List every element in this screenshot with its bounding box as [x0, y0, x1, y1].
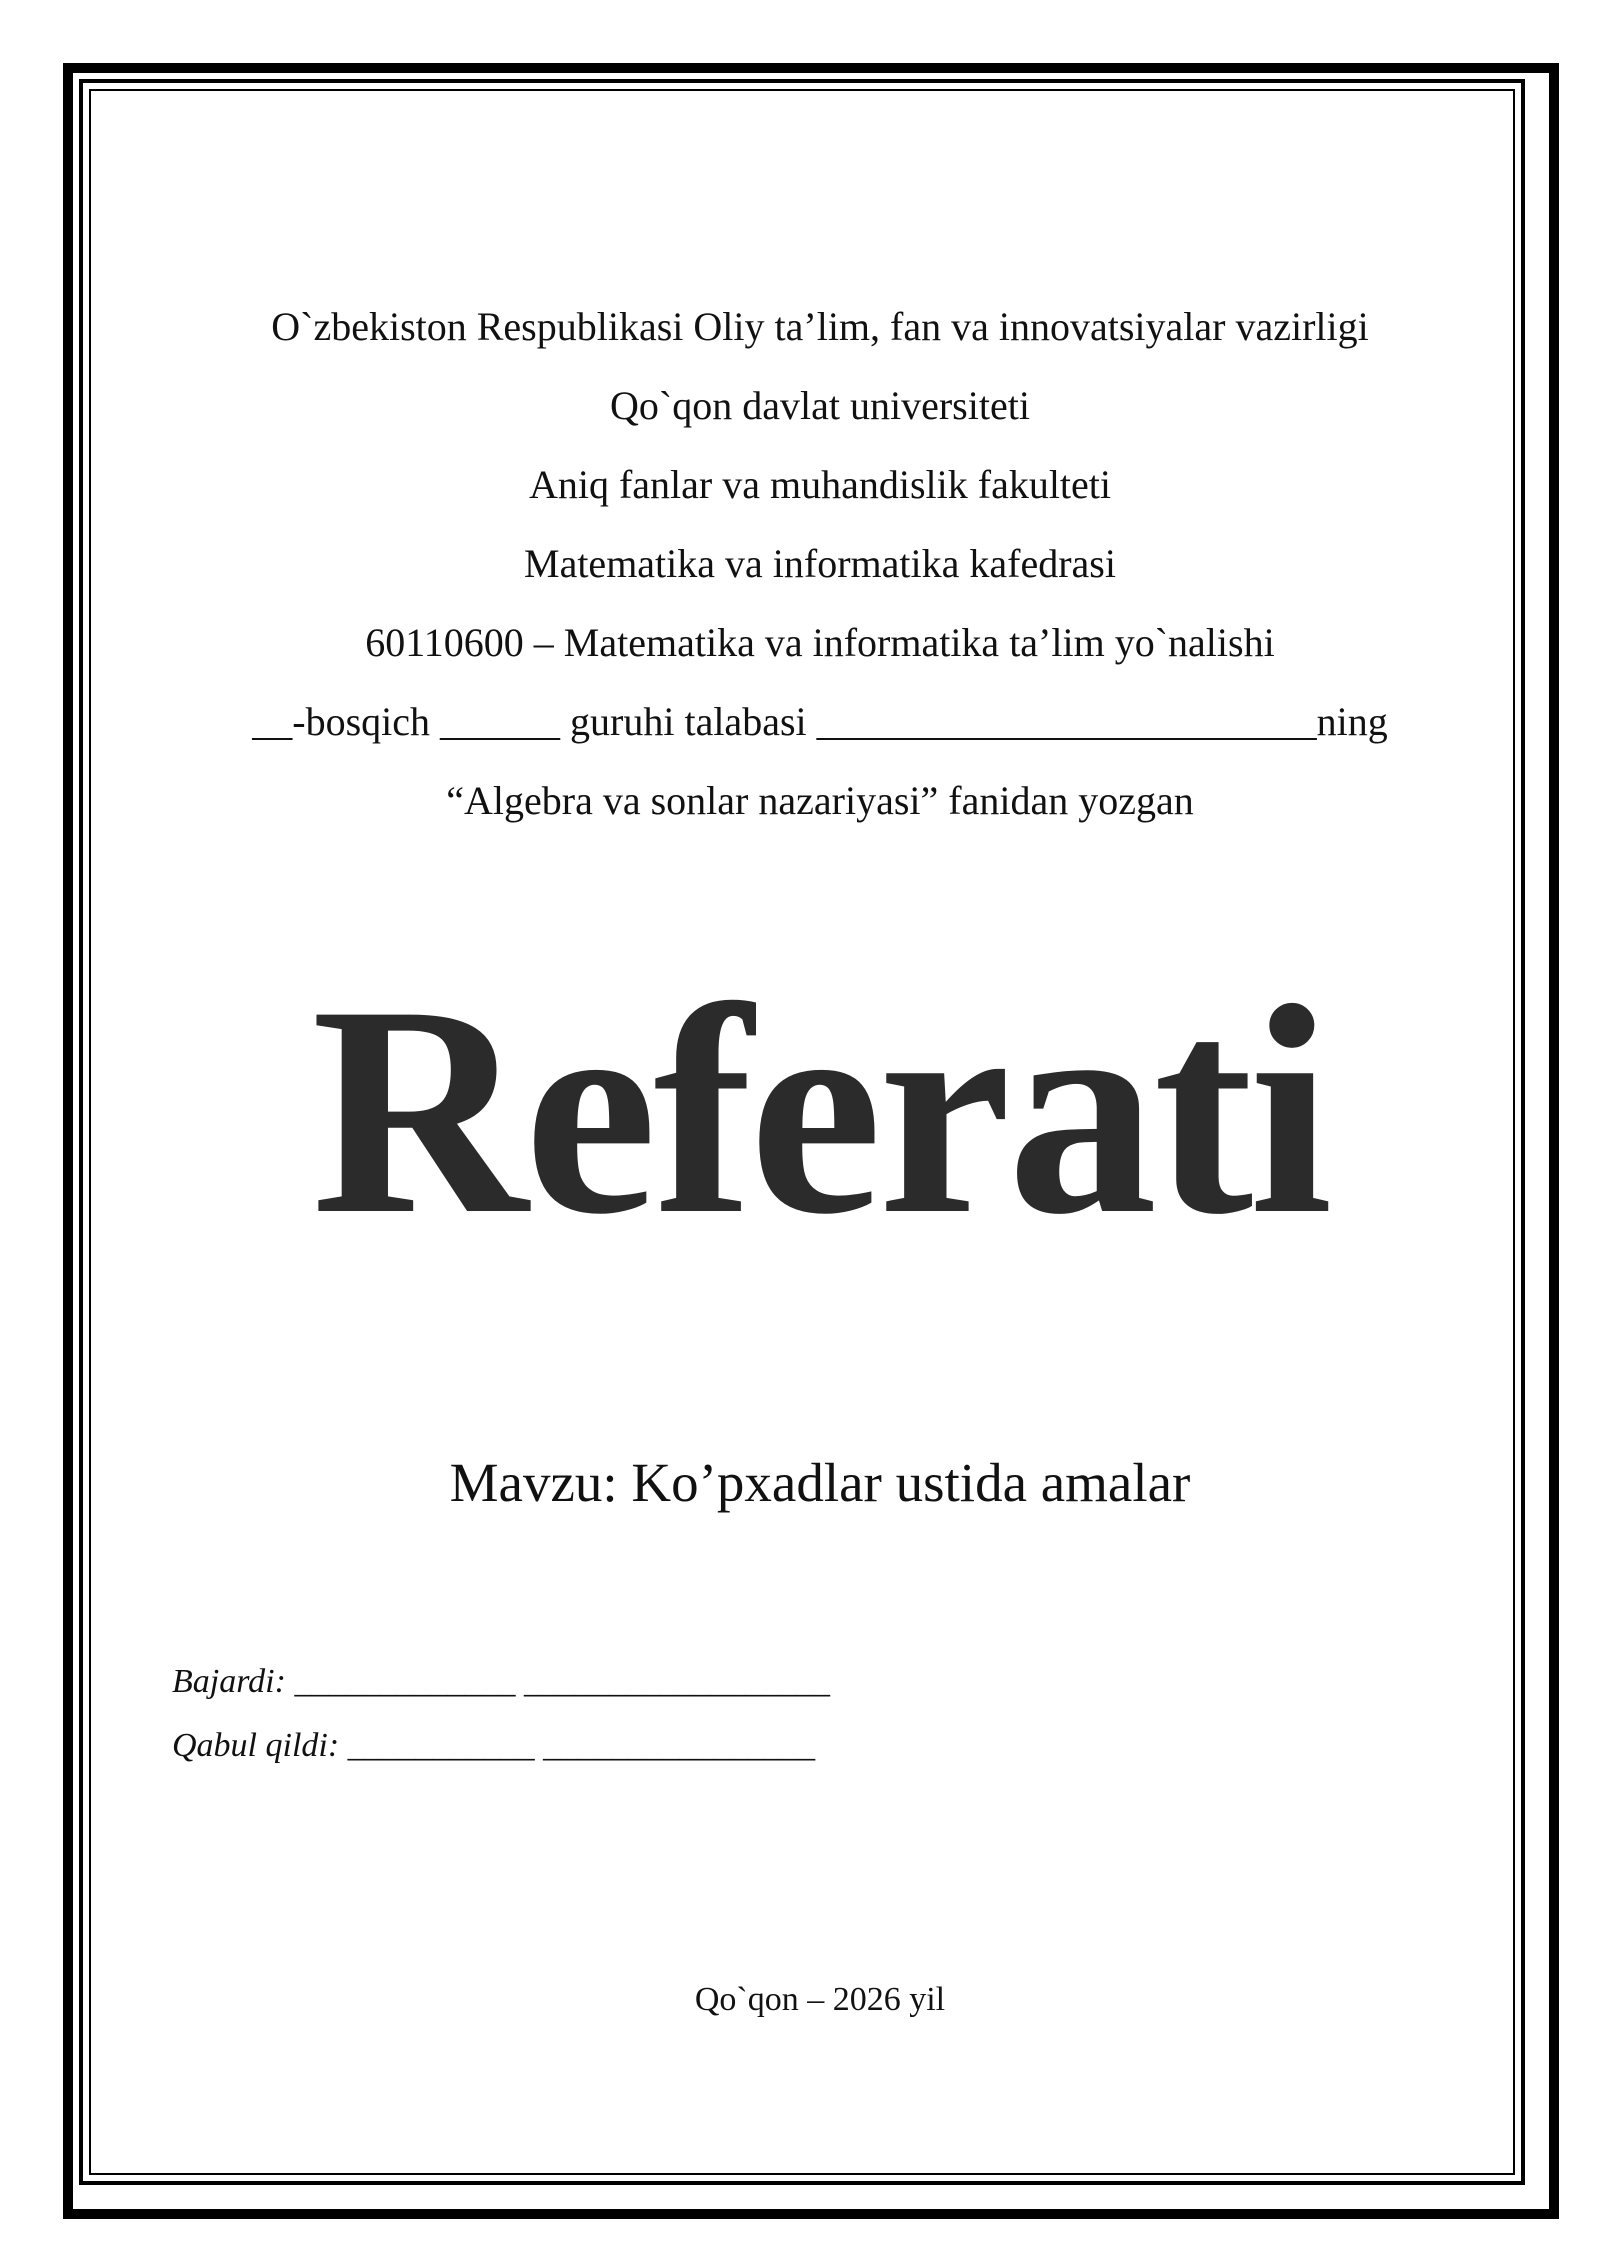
faculty-line: Aniq fanlar va muhandislik fakulteti [528, 462, 1112, 507]
subject-line: “Algebra va sonlar nazariyasi” fanidan yozgan [446, 778, 1194, 823]
ministry-line: O`zbekiston Respublikasi Oliy ta’lim, fan va innovatsiyalar vazirligi [271, 304, 1369, 349]
footer-place-year: Qo`qon – 2026 yil [694, 1981, 946, 2018]
header-block [120, 287, 1520, 840]
program-line: 60110600 – Matematika va informatika ta’lim yo`nalishi [365, 620, 1275, 665]
topic-line: Mavzu: Ko’pxadlar ustida amalar [449, 1452, 1191, 1513]
accepted-by-line: Qabul qildi: ___________ ________________ [172, 1727, 816, 1764]
document-title: Referati [311, 944, 1329, 1276]
student-line: __-bosqich ______ guruhi talabasi _________________________ning [252, 699, 1388, 744]
university-line: Qo`qon davlat universiteti [610, 383, 1030, 428]
signature-block [172, 1650, 830, 1778]
done-by-line: Bajardi: _____________ __________________ [172, 1663, 830, 1700]
department-line: Matematika va informatika kafedrasi [524, 541, 1116, 586]
